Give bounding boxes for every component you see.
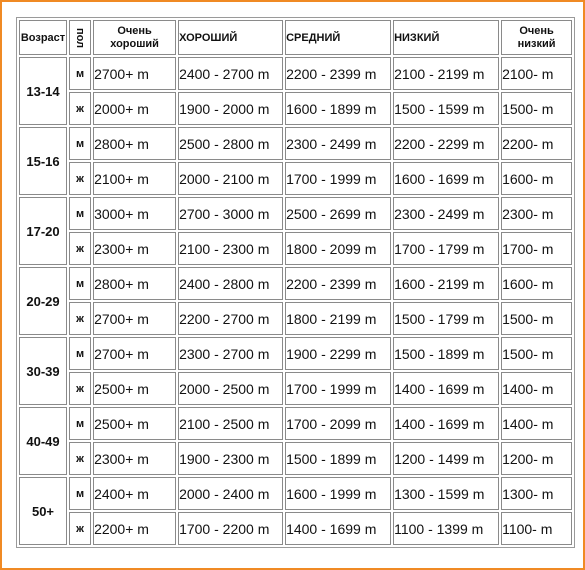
low-cell: 1100 - 1399 m — [393, 512, 499, 545]
sex-cell: ж — [69, 302, 91, 335]
low-cell: 1600 - 2199 m — [393, 267, 499, 300]
header-sex-label: пол — [74, 27, 87, 48]
very-good-cell: 2800+ m — [93, 127, 176, 160]
table-row — [19, 442, 572, 475]
header-average: СРЕДНИЙ — [285, 20, 391, 55]
age-group-cell: 13-14 — [19, 57, 67, 125]
sex-cell: ж — [69, 372, 91, 405]
header-very-low: Очень низкий — [501, 20, 572, 55]
low-cell: 1200 - 1499 m — [393, 442, 499, 475]
table-row — [19, 512, 572, 545]
good-cell: 2000 - 2100 m — [178, 162, 283, 195]
age-group-cell: 40-49 — [19, 407, 67, 475]
age-group-cell: 50+ — [19, 477, 67, 545]
sex-cell: ж — [69, 232, 91, 265]
table-row — [19, 127, 572, 160]
table-row — [19, 477, 572, 510]
header-low: НИЗКИЙ — [393, 20, 499, 55]
sex-cell: ж — [69, 512, 91, 545]
age-group-cell: 20-29 — [19, 267, 67, 335]
good-cell: 2700 - 3000 m — [178, 197, 283, 230]
average-cell: 2300 - 2499 m — [285, 127, 391, 160]
age-group-cell: 17-20 — [19, 197, 67, 265]
very-low-cell: 2300- m — [501, 197, 572, 230]
low-cell: 1500 - 1799 m — [393, 302, 499, 335]
table-row — [19, 92, 572, 125]
average-cell: 2500 - 2699 m — [285, 197, 391, 230]
table-body — [19, 57, 572, 545]
very-good-cell: 2400+ m — [93, 477, 176, 510]
very-good-cell: 2700+ m — [93, 57, 176, 90]
low-cell: 2100 - 2199 m — [393, 57, 499, 90]
low-cell: 1700 - 1799 m — [393, 232, 499, 265]
good-cell: 2400 - 2800 m — [178, 267, 283, 300]
good-cell: 2000 - 2400 m — [178, 477, 283, 510]
low-cell: 1600 - 1699 m — [393, 162, 499, 195]
very-good-cell: 2300+ m — [93, 442, 176, 475]
age-group-cell: 30-39 — [19, 337, 67, 405]
average-cell: 1700 - 2099 m — [285, 407, 391, 440]
table-row — [19, 162, 572, 195]
header-row — [19, 20, 572, 55]
good-cell: 2200 - 2700 m — [178, 302, 283, 335]
good-cell: 2100 - 2500 m — [178, 407, 283, 440]
sex-cell: м — [69, 267, 91, 300]
very-low-cell: 1400- m — [501, 372, 572, 405]
good-cell: 2500 - 2800 m — [178, 127, 283, 160]
table-row — [19, 407, 572, 440]
average-cell: 1900 - 2299 m — [285, 337, 391, 370]
table-row — [19, 232, 572, 265]
very-low-cell: 1500- m — [501, 337, 572, 370]
average-cell: 2200 - 2399 m — [285, 57, 391, 90]
sex-cell: ж — [69, 92, 91, 125]
low-cell: 2300 - 2499 m — [393, 197, 499, 230]
low-cell: 1400 - 1699 m — [393, 407, 499, 440]
very-low-cell: 2200- m — [501, 127, 572, 160]
fitness-norms-table — [16, 17, 575, 548]
age-group-cell: 15-16 — [19, 127, 67, 195]
header-very-good: Очень хороший — [93, 20, 176, 55]
header-sex — [69, 20, 91, 55]
sex-cell: м — [69, 57, 91, 90]
low-cell: 1300 - 1599 m — [393, 477, 499, 510]
average-cell: 1700 - 1999 m — [285, 372, 391, 405]
very-low-cell: 1300- m — [501, 477, 572, 510]
sex-cell: м — [69, 477, 91, 510]
low-cell: 1400 - 1699 m — [393, 372, 499, 405]
very-good-cell: 3000+ m — [93, 197, 176, 230]
very-good-cell: 2700+ m — [93, 337, 176, 370]
sex-cell: ж — [69, 162, 91, 195]
average-cell: 1400 - 1699 m — [285, 512, 391, 545]
very-low-cell: 1500- m — [501, 92, 572, 125]
good-cell: 1900 - 2000 m — [178, 92, 283, 125]
very-good-cell: 2800+ m — [93, 267, 176, 300]
very-good-cell: 2700+ m — [93, 302, 176, 335]
table-row — [19, 197, 572, 230]
table-row — [19, 267, 572, 300]
sex-cell: м — [69, 337, 91, 370]
very-low-cell: 1100- m — [501, 512, 572, 545]
good-cell: 1700 - 2200 m — [178, 512, 283, 545]
table-row — [19, 302, 572, 335]
average-cell: 1600 - 1899 m — [285, 92, 391, 125]
low-cell: 1500 - 1599 m — [393, 92, 499, 125]
low-cell: 2200 - 2299 m — [393, 127, 499, 160]
table-row — [19, 337, 572, 370]
average-cell: 1500 - 1899 m — [285, 442, 391, 475]
very-low-cell: 1200- m — [501, 442, 572, 475]
sex-cell: м — [69, 197, 91, 230]
very-good-cell: 2200+ m — [93, 512, 176, 545]
very-good-cell: 2100+ m — [93, 162, 176, 195]
sex-cell: м — [69, 127, 91, 160]
low-cell: 1500 - 1899 m — [393, 337, 499, 370]
average-cell: 1700 - 1999 m — [285, 162, 391, 195]
average-cell: 2200 - 2399 m — [285, 267, 391, 300]
average-cell: 1600 - 1999 m — [285, 477, 391, 510]
very-good-cell: 2000+ m — [93, 92, 176, 125]
table-row — [19, 372, 572, 405]
good-cell: 1900 - 2300 m — [178, 442, 283, 475]
sex-cell: ж — [69, 442, 91, 475]
very-low-cell: 1600- m — [501, 162, 572, 195]
sex-cell: м — [69, 407, 91, 440]
very-low-cell: 1500- m — [501, 302, 572, 335]
good-cell: 2300 - 2700 m — [178, 337, 283, 370]
header-good: ХОРОШИЙ — [178, 20, 283, 55]
average-cell: 1800 - 2199 m — [285, 302, 391, 335]
good-cell: 2400 - 2700 m — [178, 57, 283, 90]
very-low-cell: 1600- m — [501, 267, 572, 300]
very-low-cell: 1700- m — [501, 232, 572, 265]
very-good-cell: 2500+ m — [93, 407, 176, 440]
very-low-cell: 1400- m — [501, 407, 572, 440]
table-row — [19, 57, 572, 90]
average-cell: 1800 - 2099 m — [285, 232, 391, 265]
very-good-cell: 2500+ m — [93, 372, 176, 405]
very-low-cell: 2100- m — [501, 57, 572, 90]
very-good-cell: 2300+ m — [93, 232, 176, 265]
good-cell: 2100 - 2300 m — [178, 232, 283, 265]
header-age: Возраст — [19, 20, 67, 55]
good-cell: 2000 - 2500 m — [178, 372, 283, 405]
